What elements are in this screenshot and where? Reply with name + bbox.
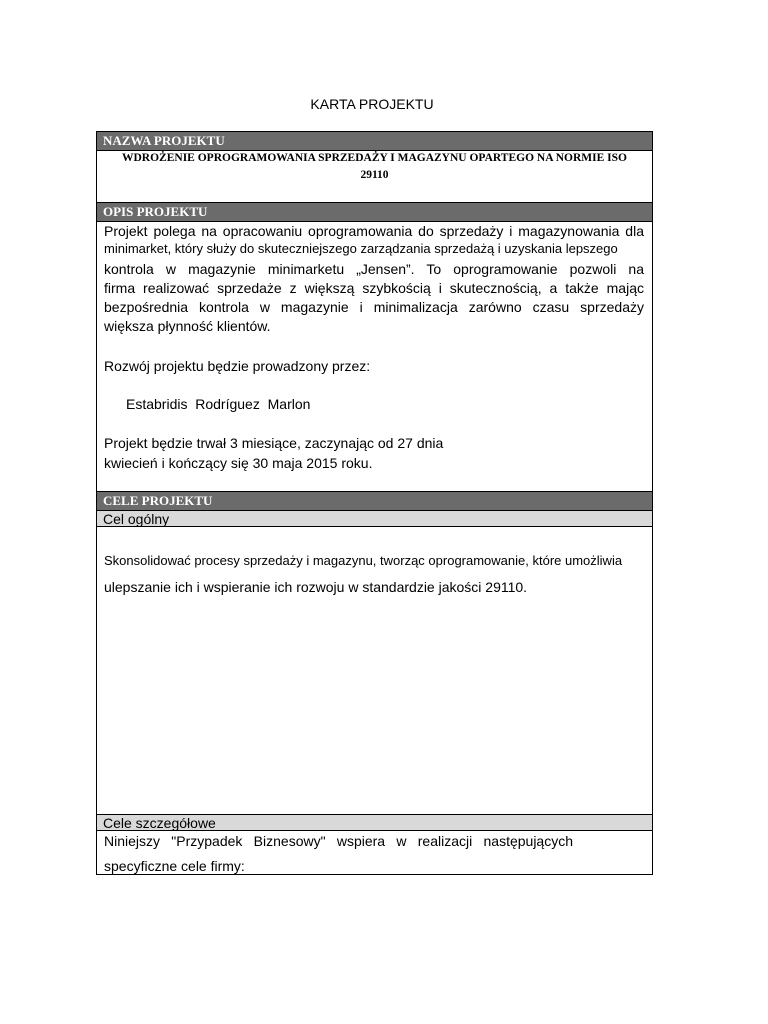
description-line: kontrola w magazynie minimarketu „Jensen”. To oprogramowanie pozwoli na: [104, 261, 644, 277]
description-header: OPIS PROJEKTU: [97, 203, 652, 221]
general-goal-line: Skonsolidować procesy sprzedaży i magazynu, tworząc oprogramowanie, które umożliwia: [104, 553, 623, 568]
general-goal-label: Cel ogólny: [97, 510, 652, 527]
goals-header: CELE PROJEKTU: [97, 492, 652, 510]
description-line: większa płynność klientów.: [104, 318, 271, 334]
specific-goals-line: Niniejszy "Przypadek Biznesowy" wspiera w realizacji następujących: [104, 833, 573, 849]
specific-goals-line: specyficzne cele firmy:: [104, 858, 245, 874]
project-name-line2: 29110: [360, 169, 389, 181]
description-line: Projekt polega na opracowaniu oprogramowania do sprzedaży i magazynowania dla: [104, 223, 644, 239]
project-lead-name: Estabridis Rodríguez Marlon: [126, 396, 311, 412]
project-card: [96, 131, 653, 875]
general-goal-line: ulepszanie ich i wspieranie ich rozwoju w standardzie jakości 29110.: [104, 579, 528, 595]
description-line: firma realizować sprzedaże z większą szybkością i skutecznością, a także mając: [104, 280, 644, 296]
project-name-header: NAZWA PROJEKTU: [97, 132, 652, 150]
project-name-line1: WDROŻENIE OPROGRAMOWANIA SPRZEDAŻY I MAGAZYNU OPARTEGO NA NORMIE ISO: [122, 152, 627, 164]
project-lead-label: Rozwój projektu będzie prowadzony przez:: [104, 358, 371, 374]
document-title: KARTA PROJEKTU: [310, 96, 434, 112]
project-duration-line: kwiecień i kończący się 30 maja 2015 roku.: [104, 455, 373, 471]
description-line: minimarket, który służy do skuteczniejszego zarządzania sprzedażą i uzyskania lepszego: [104, 241, 618, 256]
description-line: bezpośrednia kontrola w magazynie i minimalizacja zarówno czasu sprzedaży: [104, 299, 644, 315]
project-duration-line: Projekt będzie trwał 3 miesiące, zaczynając od 27 dnia: [104, 435, 444, 451]
specific-goals-label: Cele szczegółowe: [97, 814, 652, 831]
